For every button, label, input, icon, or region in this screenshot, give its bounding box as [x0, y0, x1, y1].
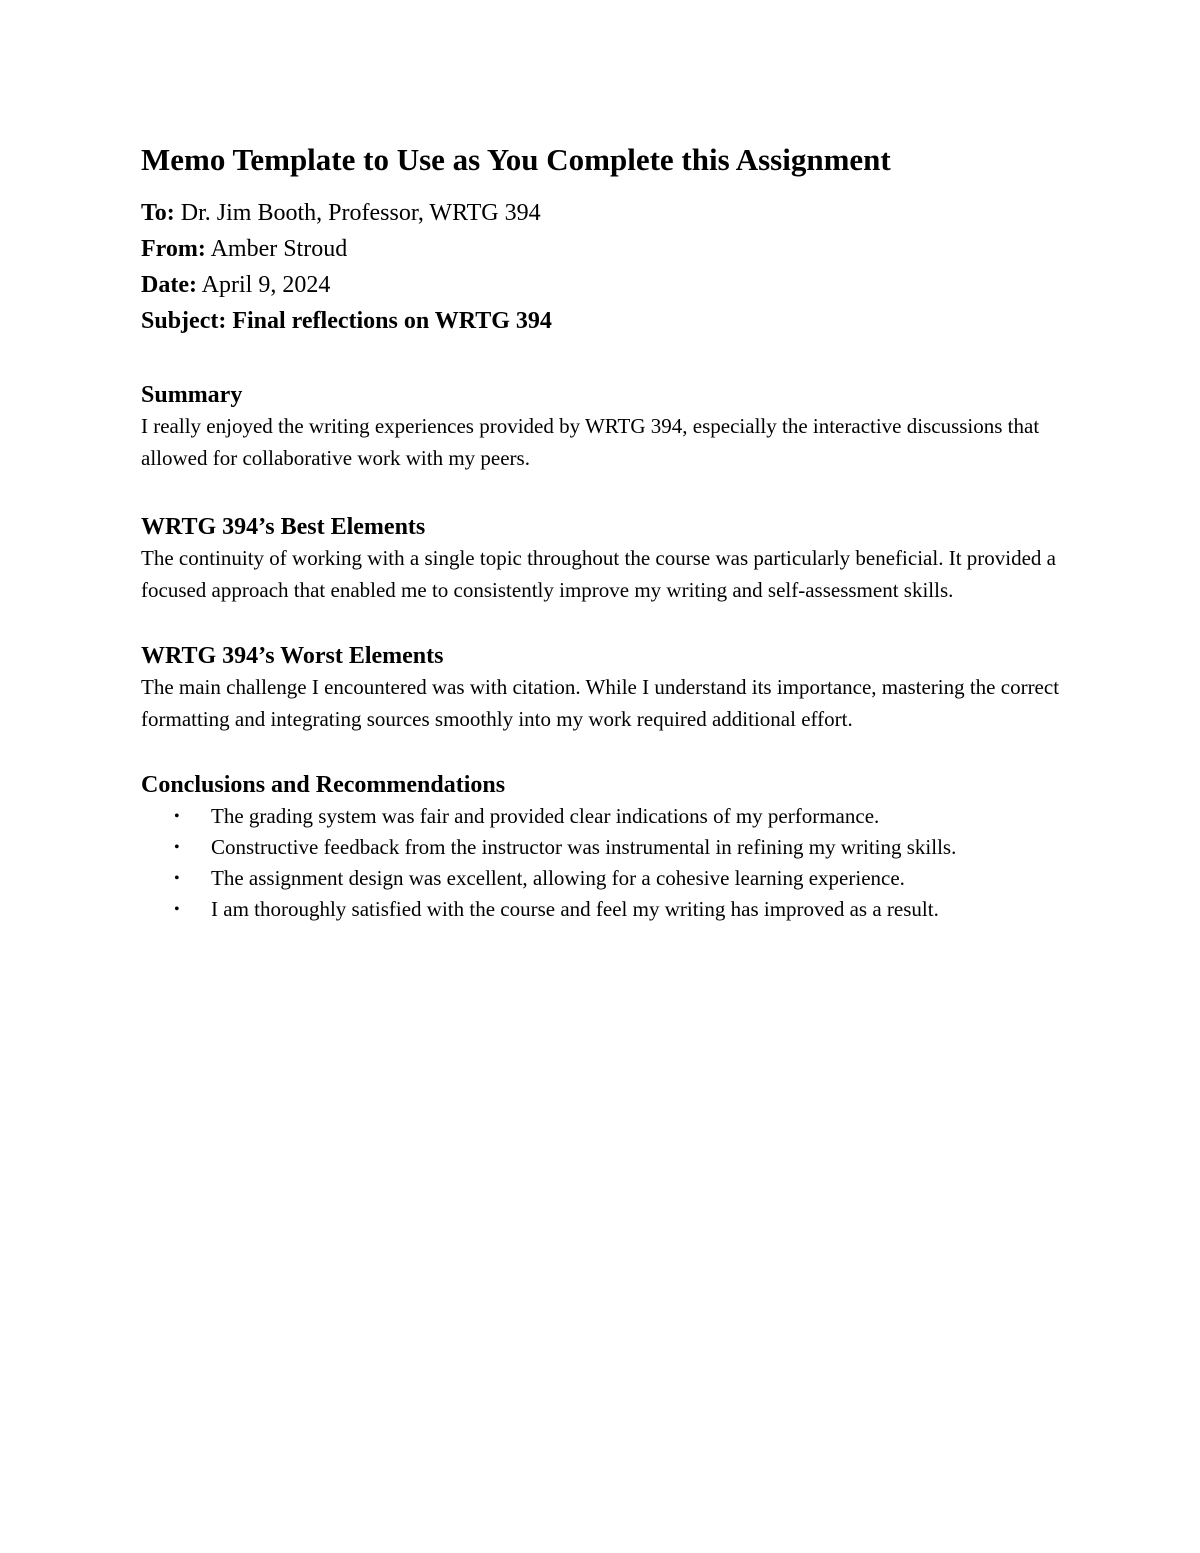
summary-section	[141, 379, 1061, 474]
memo-from-line	[141, 231, 1061, 267]
summary-heading: Summary	[141, 382, 243, 408]
to-value: Dr. Jim Booth, Professor, WRTG 394	[180, 200, 541, 226]
subject-value: Final reflections on WRTG 394	[232, 308, 552, 334]
list-item-text: I am thoroughly satisfied with the course and feel my writing has improved as a result.	[211, 897, 939, 921]
bullet-icon: •	[174, 839, 180, 856]
list-item	[141, 832, 1061, 863]
subject-label: Subject:	[141, 308, 227, 334]
list-item	[141, 801, 1061, 832]
worst-elements-section	[141, 640, 1061, 735]
memo-document	[141, 140, 1061, 925]
memo-title: Memo Template to Use as You Complete this Assignment	[141, 142, 891, 177]
bullet-icon: •	[174, 870, 180, 887]
bullet-icon: •	[174, 901, 180, 918]
summary-body: I really enjoyed the writing experiences provided by WRTG 394, especially the interactive discussions that allowed for collaborative work with my peers.	[141, 414, 1040, 470]
memo-subject-line	[141, 303, 1061, 339]
date-value: April 9, 2024	[201, 272, 331, 298]
bullet-icon: •	[174, 808, 180, 825]
best-elements-section	[141, 511, 1061, 606]
list-item	[141, 863, 1061, 894]
date-label: Date:	[141, 272, 197, 298]
list-item	[141, 894, 1061, 925]
best-elements-body: The continuity of working with a single topic throughout the course was particularly beneficial. It provided a focused approach that enabled me to consistently improve my writing and self-assessment skills.	[141, 546, 1056, 602]
list-item-text: Constructive feedback from the instructor was instrumental in refining my writing skills.	[211, 835, 957, 859]
list-item-text: The grading system was fair and provided clear indications of my performance.	[211, 804, 880, 828]
memo-to-line	[141, 195, 1061, 231]
conclusions-section	[141, 769, 1061, 925]
conclusions-list	[141, 801, 1061, 925]
from-value: Amber Stroud	[210, 236, 348, 262]
conclusions-heading: Conclusions and Recommendations	[141, 772, 506, 798]
list-item-text: The assignment design was excellent, allowing for a cohesive learning experience.	[211, 866, 905, 890]
worst-elements-body: The main challenge I encountered was with citation. While I understand its importance, mastering the correct formatting and integrating sources smoothly into my work required additional effort.	[141, 675, 1060, 731]
best-elements-heading: WRTG 394’s Best Elements	[141, 514, 426, 540]
worst-elements-heading: WRTG 394’s Worst Elements	[141, 643, 444, 669]
memo-header	[141, 195, 1061, 339]
from-label: From:	[141, 236, 206, 262]
memo-date-line	[141, 267, 1061, 303]
to-label: To:	[141, 200, 175, 226]
